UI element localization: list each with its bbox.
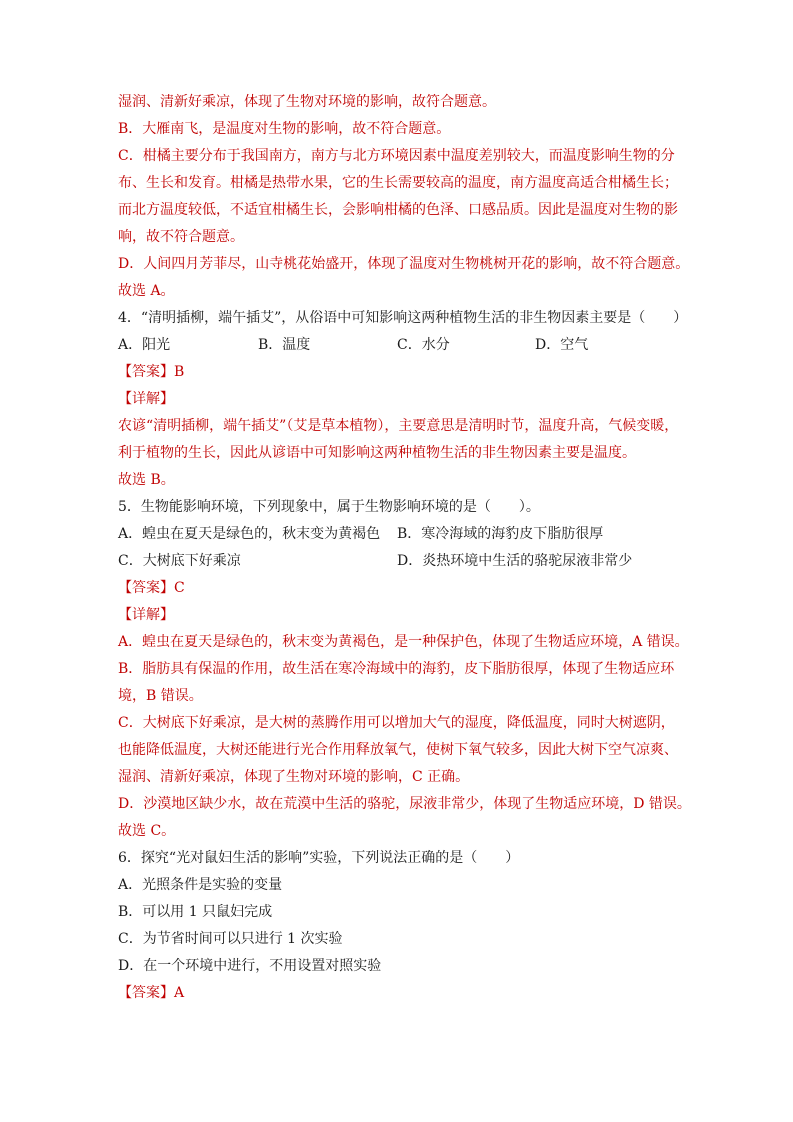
q5-option-d: D．炎热环境中生活的骆驼尿液非常少 bbox=[397, 553, 633, 569]
prev-option-c-explanation-2: 布、生长和发育。柑橘是热带水果，它的生长需要较高的温度，南方温度高适合柑橘生长； bbox=[118, 175, 678, 191]
q5-option-b-explanation-1: B．脂肪具有保温的作用，故生活在寒冷海域中的海豹，皮下脂肪很厚，体现了生物适应环 bbox=[118, 661, 675, 677]
answer-value: C bbox=[174, 580, 185, 596]
q5-option-d-explanation: D．沙漠地区缺少水，故在荒漠中生活的骆驼，尿液非常少，体现了生物适应环境，D 错误。 bbox=[118, 796, 691, 812]
q5-option-b-explanation-2: 境，B 错误。 bbox=[118, 688, 203, 704]
q4-options bbox=[118, 335, 678, 355]
answer-label: 【答案】 bbox=[118, 364, 174, 380]
q4-option-a: A．阳光 bbox=[118, 337, 171, 353]
q5-option-b: B．寒冷海域的海豹皮下脂肪很厚 bbox=[397, 526, 604, 542]
answer-label: 【答案】 bbox=[118, 985, 174, 1001]
prev-conclusion: 故选 A。 bbox=[118, 283, 175, 299]
q5-stem: 5．生物能影响环境，下列现象中，属于生物影响环境的是（ ）。 bbox=[118, 499, 540, 515]
q6-option-b: B．可以用 1 只鼠妇完成 bbox=[118, 904, 273, 920]
q5-option-a: A．蝗虫在夏天是绿色的，秋末变为黄褐色 bbox=[118, 526, 381, 542]
q6-option-d: D．在一个环境中进行，不用设置对照实验 bbox=[118, 958, 382, 974]
q5-answer bbox=[118, 578, 185, 598]
answer-value: B bbox=[174, 364, 185, 380]
q6-option-a: A．光照条件是实验的变量 bbox=[118, 877, 283, 893]
q6-option-c: C．为节省时间可以只进行 1 次实验 bbox=[118, 931, 343, 947]
prev-explanation-line: 湿润、清新好乘凉，体现了生物对环境的影响，故符合题意。 bbox=[118, 94, 496, 110]
q5-detail-label: 【详解】 bbox=[118, 607, 174, 623]
prev-option-c-explanation-3: 而北方温度较低，不适宜柑橘生长，会影响柑橘的色泽、口感品质。因此是温度对生物的影 bbox=[118, 202, 678, 218]
prev-option-d-explanation: D．人间四月芳菲尽，山寺桃花始盛开，体现了温度对生物桃树开花的影响，故不符合题意。 bbox=[118, 256, 690, 272]
q4-answer bbox=[118, 362, 184, 382]
prev-option-c-explanation-1: C．柑橘主要分布于我国南方，南方与北方环境因素中温度差别较大，而温度影响生物的分 bbox=[118, 148, 675, 164]
q4-stem: 4．“清明插柳，端午插艾”，从俗语中可知影响这两种植物生活的非生物因素主要是（ ） bbox=[118, 310, 688, 326]
q5-option-c-explanation-1: C．大树底下好乘凉，是大树的蒸腾作用可以增加大气的湿度，降低温度，同时大树遮阴， bbox=[118, 715, 675, 731]
answer-value: A bbox=[174, 985, 185, 1001]
prev-option-c-explanation-4: 响，故不符合题意。 bbox=[118, 229, 244, 245]
q4-conclusion: 故选 B。 bbox=[118, 472, 175, 488]
prev-option-b-explanation: B．大雁南飞，是温度对生物的影响，故不符合题意。 bbox=[118, 121, 451, 137]
q6-answer bbox=[118, 983, 184, 1003]
q5-conclusion: 故选 C。 bbox=[118, 823, 176, 839]
answer-label: 【答案】 bbox=[118, 580, 174, 596]
q4-explanation-2: 利于植物的生长，因此从谚语中可知影响这两种植物生活的非生物因素主要是温度。 bbox=[118, 445, 636, 461]
q4-detail-label: 【详解】 bbox=[118, 391, 174, 407]
q5-option-a-explanation: A．蝗虫在夏天是绿色的，秋末变为黄褐色，是一种保护色，体现了生物适应环境，A 错误。 bbox=[118, 634, 689, 650]
q5-option-c-explanation-3: 湿润、清新好乘凉，体现了生物对环境的影响，C 正确。 bbox=[118, 769, 470, 785]
q4-option-c: C．水分 bbox=[397, 337, 450, 353]
q5-option-c-explanation-2: 也能降低温度，大树还能进行光合作用释放氧气，使树下氧气较多，因此大树下空气凉爽、 bbox=[118, 742, 678, 758]
q5-options-row-1 bbox=[118, 524, 678, 544]
q5-option-c: C．大树底下好乘凉 bbox=[118, 553, 241, 569]
q6-stem: 6．探究“光对鼠妇生活的影响”实验，下列说法正确的是（ ） bbox=[118, 850, 520, 866]
q4-option-d: D．空气 bbox=[535, 337, 589, 353]
q4-explanation-1: 农谚“清明插柳，端午插艾”（艾是草本植物），主要意思是清明时节，温度升高，气候变暖， bbox=[118, 418, 679, 434]
q5-options-row-2 bbox=[118, 551, 678, 571]
q4-option-b: B．温度 bbox=[258, 337, 311, 353]
